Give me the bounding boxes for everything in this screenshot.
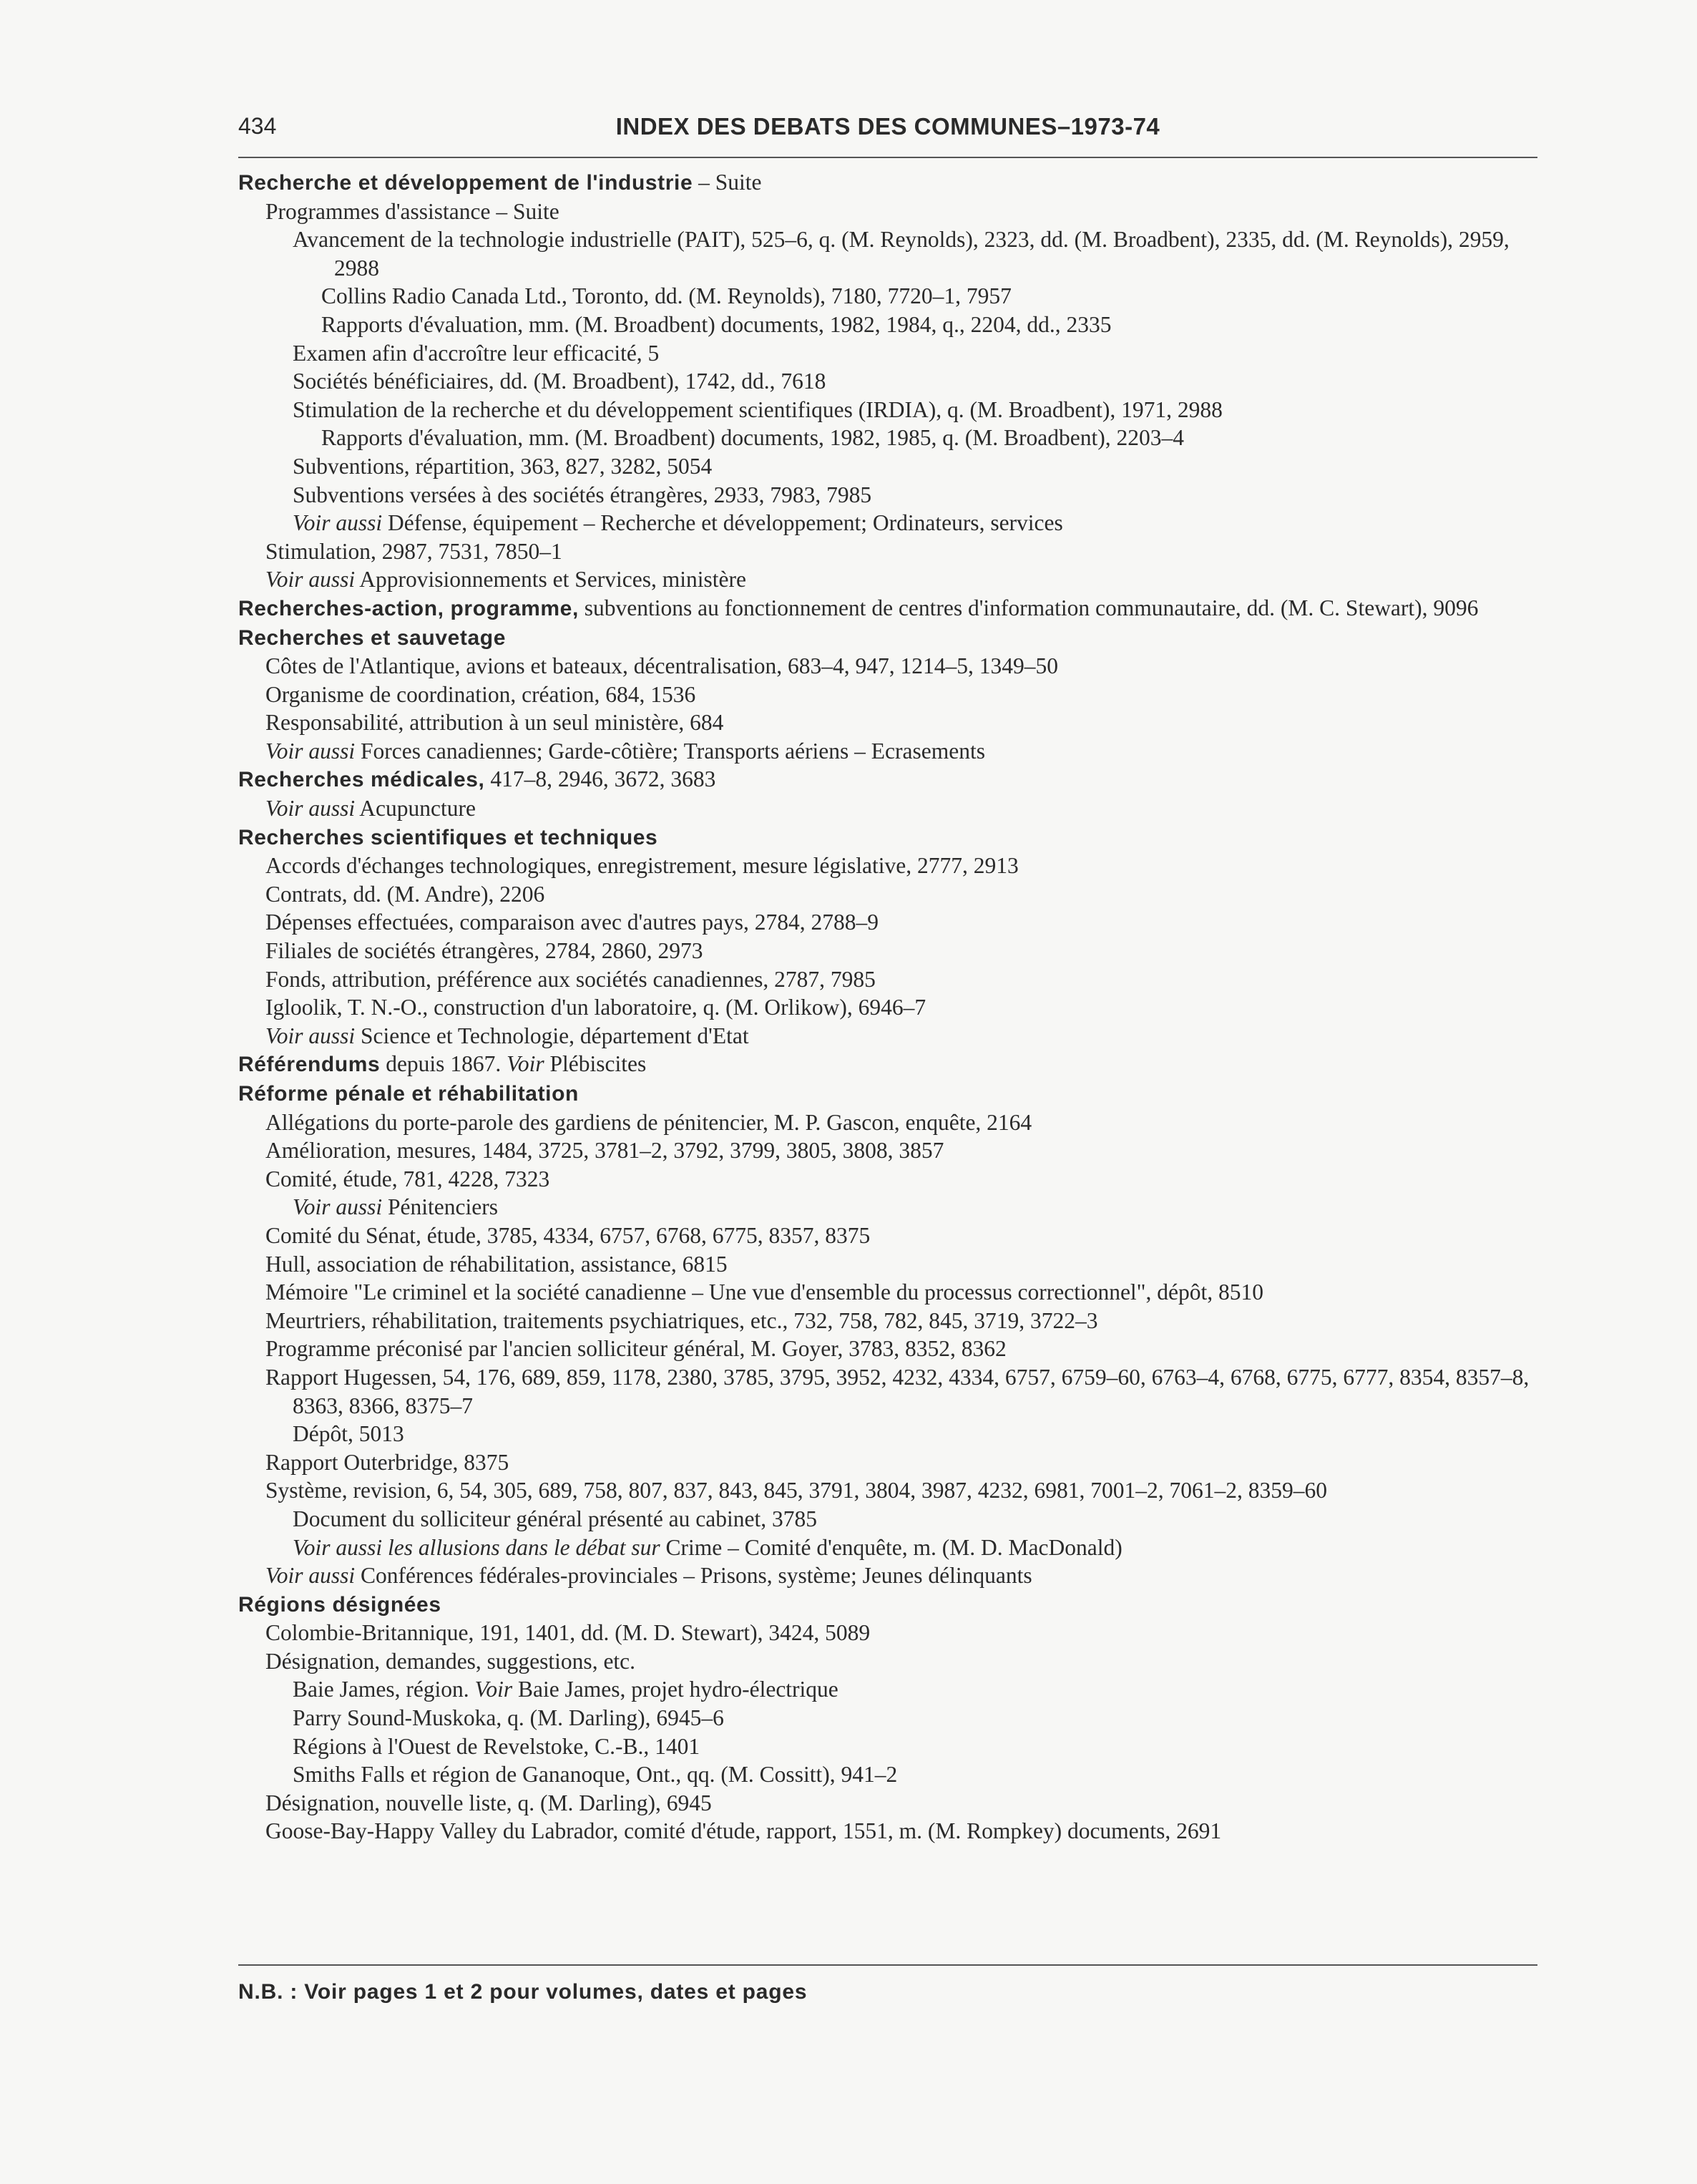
index-subentry: Baie James, région. Voir Baie James, projet hydro-électrique [293, 1677, 838, 1702]
index-subentry: Rapports d'évaluation, mm. (M. Broadbent) documents, 1982, 1985, q. (M. Broadbent), 2203–4 [321, 425, 1184, 451]
footer-note: N.B. : Voir pages 1 et 2 pour volumes, dates et pages [238, 1980, 808, 2004]
index-subentry: Rapports d'évaluation, mm. (M. Broadbent) documents, 1982, 1984, q., 2204, dd., 2335 [321, 311, 1112, 337]
index-heading: Recherches médicales, 417–8, 2946, 3672, 3683 [238, 766, 716, 792]
page-header [238, 107, 1537, 150]
index-subentry: Goose-Bay-Happy Valley du Labrador, comité d'étude, rapport, 1551, m. (M. Rompkey) documents, 2691 [265, 1818, 1222, 1844]
index-subentry: Examen afin d'accroître leur efficacité, 5 [293, 340, 660, 366]
index-subentry: Rapport Hugessen, 54, 176, 689, 859, 1178, 2380, 3785, 3795, 3952, 4232, 4334, 6757, 6759–60, 6763–4, 6768, 6775, 6777, 8354, 8357–8, 8363, 8366, 8375–7 [265, 1364, 1530, 1418]
index-heading: Recherches-action, programme, subventions au fonctionnement de centres d'information communautaire, dd. (M. C. Stewart), 9096 [238, 595, 1479, 620]
index-body [238, 168, 1537, 1846]
index-heading: Recherches et sauvetage [238, 625, 506, 650]
index-subentry: Igloolik, T. N.-O., construction d'un laboratoire, q. (M. Orlikow), 6946–7 [265, 995, 926, 1020]
index-subentry: Organisme de coordination, création, 684, 1536 [265, 681, 696, 707]
footer-rule [238, 1964, 1537, 1966]
index-heading: Recherche et développement de l'industrie – Suite [238, 170, 762, 195]
index-cross-reference: Voir aussi Pénitenciers [293, 1194, 498, 1220]
index-heading: Réforme pénale et réhabilitation [238, 1082, 579, 1106]
index-subentry: Hull, association de réhabilitation, assistance, 6815 [265, 1251, 728, 1277]
index-subentry: Comité, étude, 781, 4228, 7323 [265, 1166, 550, 1191]
index-subentry: Fonds, attribution, préférence aux sociétés canadiennes, 2787, 7985 [265, 966, 876, 992]
index-heading: Régions désignées [238, 1592, 441, 1617]
index-cross-reference: Voir aussi les allusions dans le débat sur Crime – Comité d'enquête, m. (M. D. MacDonald) [293, 1534, 1123, 1560]
header-rule [238, 157, 1537, 158]
index-subentry: Dépenses effectuées, comparaison avec d'autres pays, 2784, 2788–9 [265, 910, 879, 935]
index-subentry: Accords d'échanges technologiques, enregistrement, mesure législative, 2777, 2913 [265, 853, 1019, 879]
index-cross-reference: Voir aussi Approvisionnements et Services, ministère [265, 567, 746, 593]
index-subentry: Stimulation, 2987, 7531, 7850–1 [265, 538, 562, 564]
index-subentry: Programmes d'assistance – Suite [265, 198, 559, 224]
index-subentry: Amélioration, mesures, 1484, 3725, 3781–2, 3792, 3799, 3805, 3808, 3857 [265, 1138, 944, 1164]
index-subentry: Smiths Falls et région de Gananoque, Ont., qq. (M. Cossitt), 941–2 [293, 1762, 898, 1788]
index-subentry: Programme préconisé par l'ancien solliciteur général, M. Goyer, 3783, 8352, 8362 [265, 1336, 1007, 1362]
index-cross-reference: Voir aussi Forces canadiennes; Garde-côtière; Transports aériens – Ecrasements [265, 738, 985, 764]
index-subentry: Comité du Sénat, étude, 3785, 4334, 6757, 6768, 6775, 8357, 8375 [265, 1222, 871, 1248]
index-cross-reference: Voir aussi Science et Technologie, département d'Etat [265, 1023, 749, 1048]
index-cross-reference: Voir aussi Défense, équipement – Recherche et développement; Ordinateurs, services [293, 510, 1063, 536]
index-subentry: Dépôt, 5013 [293, 1421, 404, 1447]
index-subentry: Avancement de la technologie industrielle (PAIT), 525–6, q. (M. Reynolds), 2323, dd. (M. Broadbent), 2335, dd. (M. Reynolds), 2959, 2988 [293, 227, 1510, 281]
index-subentry: Filiales de sociétés étrangères, 2784, 2860, 2973 [265, 938, 703, 964]
index-subentry: Meurtriers, réhabilitation, traitements psychiatriques, etc., 732, 758, 782, 845, 3719, 3722–3 [265, 1307, 1098, 1333]
index-subentry: Rapport Outerbridge, 8375 [265, 1449, 509, 1475]
index-subentry: Mémoire "Le criminel et la société canadienne – Une vue d'ensemble du processus correctionnel", dépôt, 8510 [265, 1279, 1264, 1305]
index-subentry: Régions à l'Ouest de Revelstoke, C.-B., 1401 [293, 1733, 700, 1759]
index-subentry: Responsabilité, attribution à un seul ministère, 684 [265, 710, 724, 736]
index-subentry: Côtes de l'Atlantique, avions et bateaux, décentralisation, 683–4, 947, 1214–5, 1349–50 [265, 653, 1058, 679]
index-subentry: Désignation, nouvelle liste, q. (M. Darling), 6945 [265, 1790, 712, 1815]
index-subentry: Désignation, demandes, suggestions, etc. [265, 1648, 636, 1674]
index-subentry: Stimulation de la recherche et du développement scientifiques (IRDIA), q. (M. Broadbent), 1971, 2988 [293, 396, 1223, 422]
index-subentry: Subventions, répartition, 363, 827, 3282, 5054 [293, 453, 713, 479]
index-subentry: Sociétés bénéficiaires, dd. (M. Broadbent), 1742, dd., 7618 [293, 369, 826, 394]
index-heading: Recherches scientifiques et techniques [238, 825, 658, 849]
index-subentry: Parry Sound-Muskoka, q. (M. Darling), 6945–6 [293, 1705, 724, 1731]
index-subentry: Contrats, dd. (M. Andre), 2206 [265, 881, 545, 907]
index-cross-reference: Voir aussi Conférences fédérales-provinciales – Prisons, système; Jeunes délinquants [265, 1563, 1032, 1589]
running-title: INDEX DES DEBATS DES COMMUNES–1973-74 [615, 113, 1160, 140]
index-subentry: Allégations du porte-parole des gardiens de pénitencier, M. P. Gascon, enquête, 2164 [265, 1109, 1032, 1135]
page-number: 434 [238, 113, 277, 139]
index-subentry: Subventions versées à des sociétés étrangères, 2933, 7983, 7985 [293, 482, 872, 507]
index-subentry: Document du solliciteur général présenté au cabinet, 3785 [293, 1506, 817, 1531]
index-subentry: Collins Radio Canada Ltd., Toronto, dd. (M. Reynolds), 7180, 7720–1, 7957 [321, 283, 1012, 309]
index-subentry: Colombie-Britannique, 191, 1401, dd. (M. D. Stewart), 3424, 5089 [265, 1620, 871, 1646]
index-cross-reference: Voir aussi Acupuncture [265, 796, 476, 822]
index-subentry: Système, revision, 6, 54, 305, 689, 758, 807, 837, 843, 845, 3791, 3804, 3987, 4232, 6981, 7001–2, 7061–2, 8359–60 [265, 1478, 1327, 1503]
index-heading: Référendums depuis 1867. Voir Plébiscites [238, 1051, 647, 1077]
